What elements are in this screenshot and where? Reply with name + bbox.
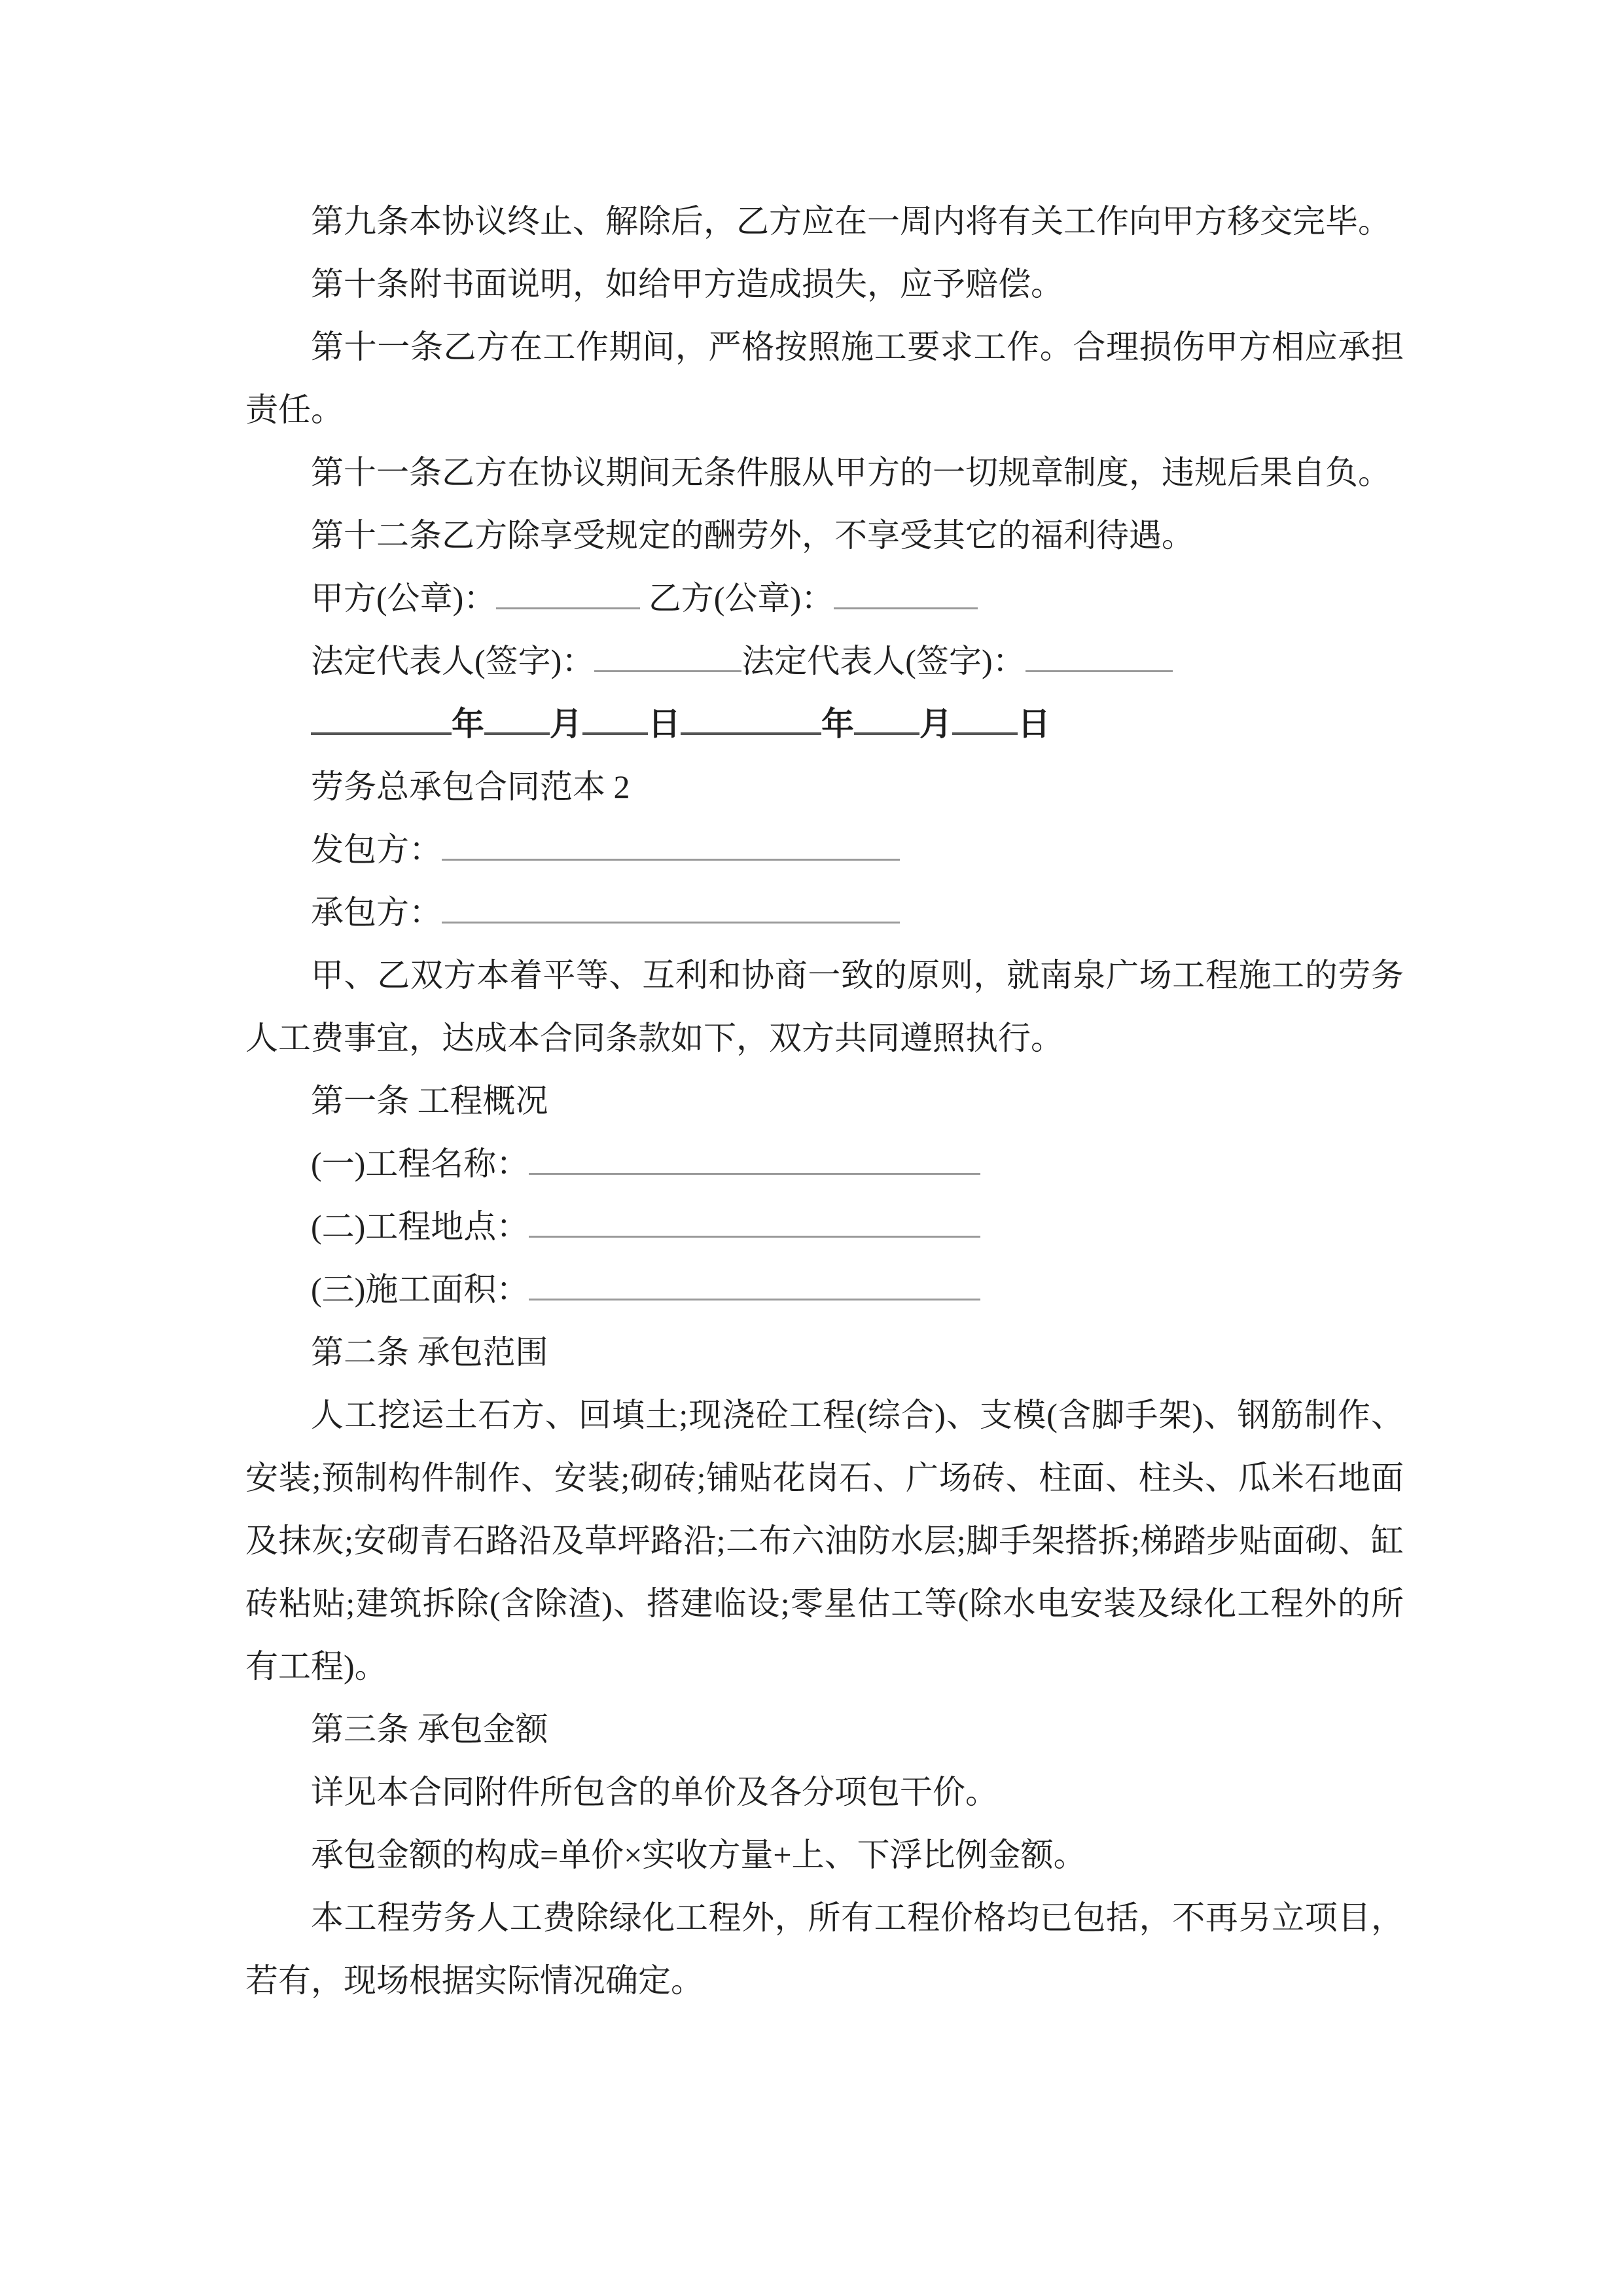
- blank-underline: [529, 1139, 980, 1175]
- issuer-line: [245, 818, 1404, 881]
- clause-1-heading: [245, 1069, 1404, 1132]
- blank-underline: [496, 573, 640, 609]
- text-run: 第十一条乙方在工作期间，严格按照施工要求工作。合理损伤甲方相应承担责任。: [245, 329, 1404, 428]
- contractor-line: [245, 881, 1404, 944]
- clause-11-work: [245, 315, 1404, 441]
- blank-underline: [854, 698, 919, 735]
- blank-underline: [582, 698, 648, 735]
- blank-underline: [529, 1202, 980, 1238]
- text-run: 第十一条乙方在协议期间无条件服从甲方的一切规章制度，违规后果自负。: [311, 454, 1391, 491]
- project-name-line: [245, 1132, 1404, 1195]
- clause-11-rules: [245, 441, 1404, 504]
- blank-underline: [594, 636, 741, 672]
- clause-12: [245, 504, 1404, 567]
- text-run: 年: [821, 706, 854, 742]
- blank-underline: [952, 698, 1018, 735]
- clause-9: [245, 190, 1404, 253]
- text-run: 发包方：: [311, 831, 442, 868]
- price-formula: [245, 1823, 1404, 1886]
- clause-3-heading: [245, 1698, 1404, 1761]
- text-run: 年: [452, 706, 484, 742]
- document-body: [245, 190, 1404, 2012]
- text-run: 第二条 承包范围: [311, 1334, 548, 1371]
- text-run: 第九条本协议终止、解除后，乙方应在一周内将有关工作向甲方移交完毕。: [311, 203, 1391, 240]
- text-run: 乙方(公章)：: [640, 580, 834, 617]
- text-run: 承包金额的构成=单价×实收方量+上、下浮比例金额。: [311, 1837, 1086, 1873]
- text-run: 日: [648, 706, 681, 742]
- text-run: 第十条附书面说明，如给甲方造成损失，应予赔偿。: [311, 266, 1063, 302]
- clause-10: [245, 253, 1404, 315]
- blank-underline: [1026, 636, 1173, 672]
- text-run: 日: [1018, 706, 1050, 742]
- text-run: 甲、乙双方本着平等、互利和协商一致的原则，就南泉广场工程施工的劳务人工费事宜，达成本合同条款如下，双方共同遵照执行。: [245, 957, 1404, 1056]
- text-run: 人工挖运土石方、回填土;现浇砼工程(综合)、支模(含脚手架)、钢筋制作、安装;预制构件制作、安装;砌砖;铺贴花岗石、广场砖、柱面、柱头、瓜米石地面及抹灰;安砌青石路沿及草坪路沿;二布六油防水层;脚手架搭拆;梯踏步贴面砌、缸砖粘贴;建筑拆除(含除渣)、搭建临设;零星估工等(除水电安装及绿化工程外的所有工程)。: [245, 1397, 1404, 1685]
- blank-underline: [442, 825, 900, 861]
- blank-underline: [529, 1265, 980, 1300]
- blank-underline: [484, 698, 550, 735]
- preamble: [245, 944, 1404, 1069]
- text-run: 第三条 承包金额: [311, 1711, 548, 1748]
- text-run: (三)施工面积：: [311, 1271, 529, 1308]
- clause-2-heading: [245, 1321, 1404, 1384]
- section2-title: [245, 755, 1404, 818]
- blank-underline: [311, 698, 452, 735]
- text-run: 第十二条乙方除享受规定的酬劳外，不享受其它的福利待遇。: [311, 517, 1194, 554]
- text-run: 第一条 工程概况: [311, 1083, 548, 1119]
- price-detail: [245, 1761, 1404, 1823]
- text-run: 本工程劳务人工费除绿化工程外，所有工程价格均已包括，不再另立项目，若有，现场根据实际情况确定。: [245, 1899, 1404, 1999]
- date-line: [245, 692, 1404, 755]
- text-run: 月: [550, 706, 582, 742]
- project-location-line: [245, 1195, 1404, 1258]
- legal-representative-line: [245, 630, 1404, 692]
- blank-underline: [834, 573, 978, 609]
- party-seal-line: [245, 567, 1404, 630]
- price-note: [245, 1886, 1404, 2012]
- text-run: 月: [919, 706, 952, 742]
- text-run: 甲方(公章)：: [311, 580, 497, 617]
- blank-underline: [442, 888, 900, 924]
- scope-paragraph: [245, 1384, 1404, 1698]
- text-run: (二)工程地点：: [311, 1208, 529, 1245]
- construction-area-line: [245, 1258, 1404, 1321]
- blank-underline: [681, 698, 821, 735]
- text-run: 劳务总承包合同范本 2: [311, 768, 630, 805]
- text-run: 法定代表人(签字)：: [311, 643, 595, 679]
- text-run: 详见本合同附件所包含的单价及各分项包干价。: [311, 1774, 998, 1810]
- text-run: 承包方：: [311, 894, 442, 931]
- text-run: (一)工程名称：: [311, 1145, 529, 1182]
- text-run: 法定代表人(签字)：: [741, 643, 1026, 679]
